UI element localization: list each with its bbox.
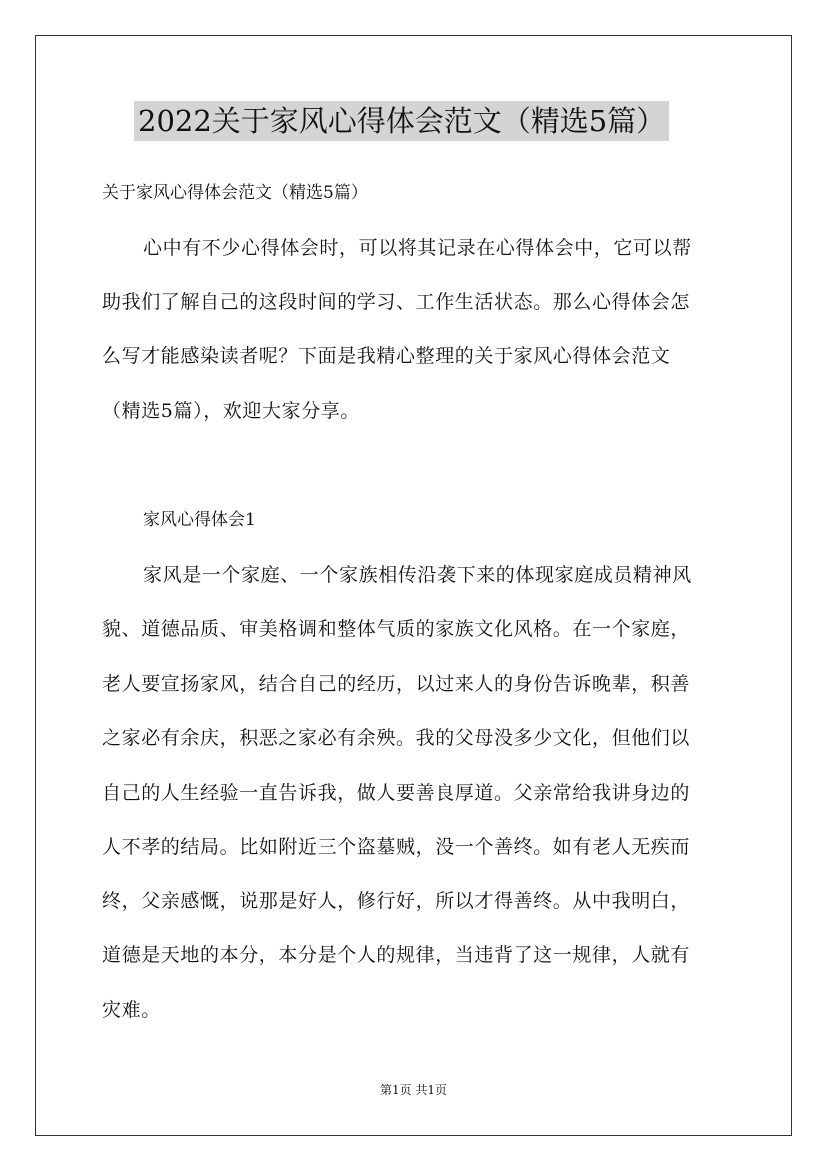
document-title: 2022关于家风心得体会范文（精选5篇） bbox=[134, 101, 669, 141]
section-line: 家风是一个家庭、一个家族相传沿袭下来的体现家庭成员精神风 bbox=[143, 564, 692, 586]
section-line: 灾难。 bbox=[102, 999, 161, 1021]
intro-line: 助我们了解自己的这段时间的学习、工作生活状态。那么心得体会怎 bbox=[102, 291, 691, 313]
section-line: 人不孝的结局。比如附近三个盗墓贼，没一个善终。如有老人无疾而 bbox=[102, 836, 691, 858]
section-line: 道德是天地的本分，本分是个人的规律，当违背了这一规律，人就有 bbox=[102, 944, 691, 966]
document-subtitle: 关于家风心得体会范文（精选5篇） bbox=[102, 183, 368, 203]
section-line: 貌、道德品质、审美格调和整体气质的家族文化风格。在一个家庭， bbox=[102, 618, 691, 640]
section-line: 之家必有余庆，积恶之家必有余殃。我的父母没多少文化，但他们以 bbox=[102, 727, 691, 749]
page-footer: 第1页 共1页 bbox=[379, 1083, 448, 1097]
intro-line: 心中有不少心得体会时，可以将其记录在心得体会中，它可以帮 bbox=[143, 237, 692, 259]
section-line: 终，父亲感慨，说那是好人，修行好，所以才得善终。从中我明白， bbox=[102, 890, 691, 912]
intro-line: 么写才能感染读者呢？下面是我精心整理的关于家风心得体会范文 bbox=[102, 345, 671, 367]
section-heading: 家风心得体会1 bbox=[143, 510, 256, 530]
section-line: 老人要宣扬家风，结合自己的经历，以过来人的身份告诉晚辈，积善 bbox=[102, 673, 691, 695]
intro-line: （精选5篇），欢迎大家分享。 bbox=[102, 400, 360, 422]
section-line: 自己的人生经验一直告诉我，做人要善良厚道。父亲常给我讲身边的 bbox=[102, 782, 691, 804]
